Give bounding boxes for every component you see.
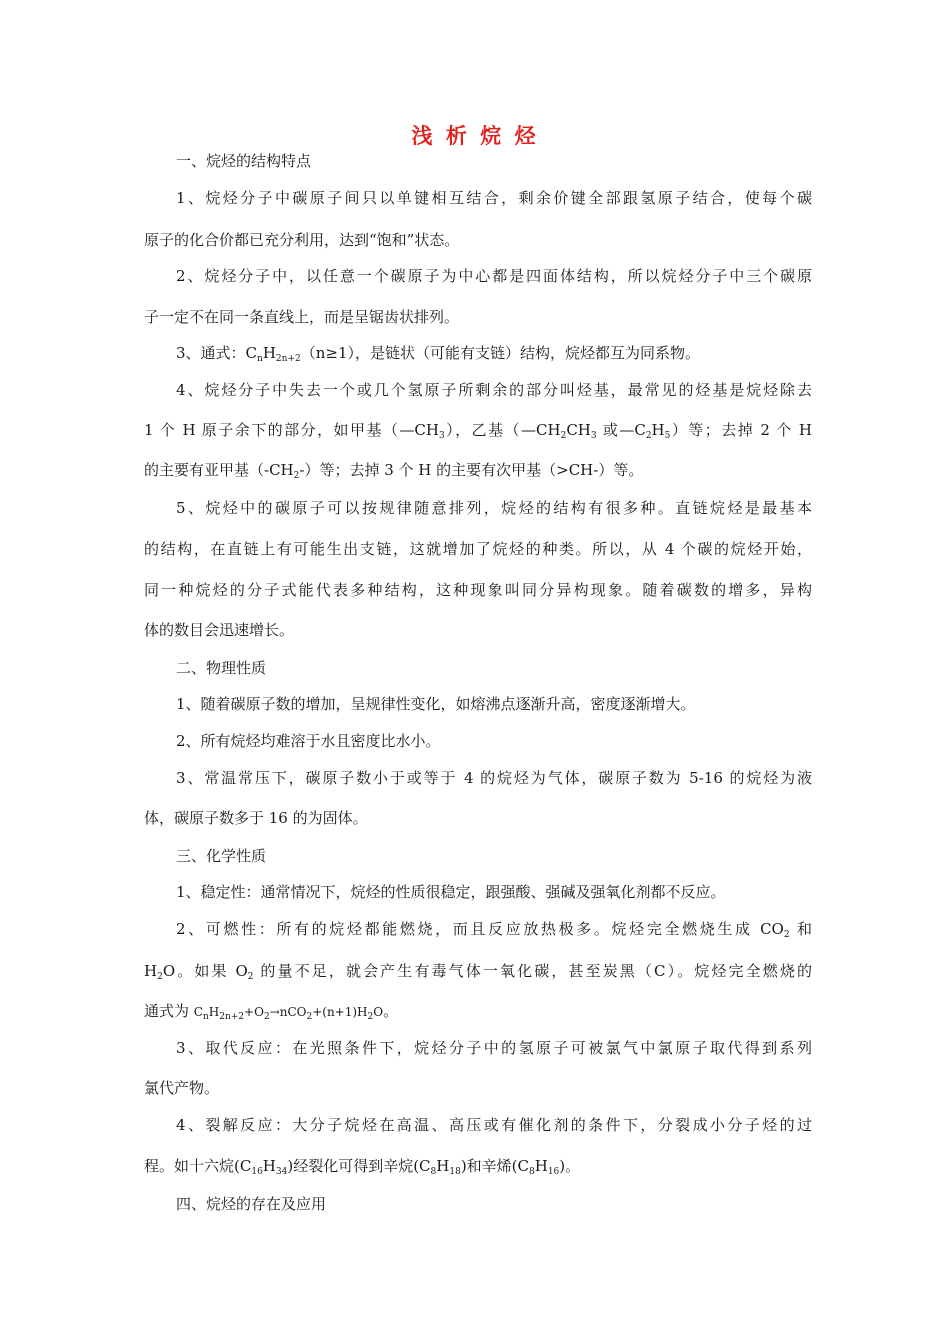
- paragraph-line: 1、随着碳原子数的增加，呈规律性变化，如熔沸点逐渐升高，密度逐渐增大。: [176, 695, 696, 713]
- subscript: 2: [247, 972, 254, 982]
- paragraph-general-formula: [176, 343, 812, 363]
- subscript: n: [202, 1012, 209, 1022]
- section-heading-structure: 一、烷烃的结构特点: [176, 152, 312, 170]
- subscript: 8: [529, 1167, 535, 1177]
- formula-text: H: [208, 1005, 220, 1019]
- text: 程。如十六烷(C: [144, 1157, 252, 1175]
- paragraph-line: 体的数目会迅速增长。: [144, 621, 295, 639]
- subscript: 3: [438, 431, 445, 441]
- subscript: 2: [306, 1012, 313, 1022]
- formula-text: +O: [244, 1005, 264, 1019]
- document-title: 浅 析 烷 烃: [411, 124, 539, 148]
- text: H: [534, 1157, 548, 1175]
- section-heading-chemical: 三、化学性质: [176, 847, 267, 865]
- text: H: [262, 344, 276, 362]
- formula-text: →nCO: [269, 1005, 307, 1019]
- formula-text: +(n+1)H: [312, 1005, 368, 1019]
- paragraph-line: 体，碳原子数多于 16 的为固体。: [144, 809, 368, 827]
- text: 1 个 H 原子余下的部分，如甲基（—CH: [144, 421, 439, 439]
- text: 通式为: [144, 1002, 194, 1020]
- text: H: [144, 962, 158, 980]
- subscript: 2: [560, 431, 567, 441]
- paragraph-line: 原子的化合价都已充分利用，达到“饱和”状态。: [144, 231, 460, 249]
- subscript: 34: [275, 1167, 288, 1177]
- text: H: [262, 1157, 276, 1175]
- paragraph-line: 1、烷烃分子中碳原子间只以单键相互结合，剩余价键全部跟氢原子结合，使每个碳: [176, 189, 812, 207]
- subscript: 2n+2: [219, 1012, 245, 1022]
- paragraph-line: 氯代产物。: [144, 1079, 220, 1097]
- text: 或—C: [596, 421, 646, 439]
- subscript: 18: [449, 1167, 461, 1177]
- paragraph-line: [176, 919, 812, 939]
- text: 的主要有亚甲基（-CH: [144, 461, 294, 479]
- subscript: 16: [251, 1167, 263, 1177]
- text: )和辛烯(C: [460, 1157, 529, 1175]
- subscript: 2: [367, 1012, 374, 1022]
- text: ），乙基（—CH: [444, 421, 561, 439]
- subscript: 2n+2: [275, 354, 301, 364]
- paragraph-line: 3、常温常压下，碳原子数小于或等于 4 的烷烃为气体，碳原子数为 5-16 的烷烃为液: [176, 769, 812, 787]
- paragraph-line: 子一定不在同一条直线上，而是呈锯齿状排列。: [144, 308, 460, 326]
- combustion-equation: [144, 1001, 812, 1022]
- text: )经裂化可得到辛烷(C: [287, 1157, 431, 1175]
- subscript: 5: [664, 431, 671, 441]
- text: 和: [789, 920, 812, 938]
- subscript: 2: [783, 930, 790, 940]
- paragraph-line: 4、烷烃分子中失去一个或几个氢原子所剩余的部分叫烃基，最常见的烃基是烷烃除去: [176, 381, 812, 399]
- subscript: n: [257, 354, 263, 364]
- text: 。: [383, 1002, 399, 1020]
- paragraph-line: 2、烷烃分子中，以任意一个碳原子为中心都是四面体结构，所以烷烃分子中三个碳原: [176, 267, 812, 285]
- subscript: 2: [157, 972, 163, 982]
- paragraph-line: [144, 961, 812, 981]
- text: O。如果 O: [162, 962, 248, 980]
- text: -）等；去掉 3 个 H 的主要有次甲基（>CH-）等。: [299, 461, 644, 479]
- paragraph-line: 2、所有烷烃均难溶于水且密度比水小。: [176, 732, 441, 750]
- paragraph-line: [144, 420, 812, 440]
- paragraph-line: 的结构，在直链上有可能生出支链，这就增加了烷烃的种类。所以，从 4 个碳的烷烃开始，: [144, 540, 812, 558]
- text: 3、通式：C: [176, 344, 258, 362]
- text: ）等；去掉 2 个 H: [670, 421, 812, 439]
- text: 的量不足，就会产生有毒气体一氧化碳，甚至炭黑（C）。烷烃完全燃烧的: [253, 962, 812, 980]
- paragraph-line: 5、烷烃中的碳原子可以按规律随意排列，烷烃的结构有很多种。直链烷烃是最基本: [176, 499, 812, 517]
- subscript: 16: [547, 1167, 560, 1177]
- formula-text: C: [193, 1005, 203, 1019]
- text: H: [436, 1157, 450, 1175]
- text: CH: [566, 421, 591, 439]
- paragraph-line: [144, 460, 812, 480]
- paragraph-line: 4、裂解反应：大分子烷烃在高温、高压或有催化剂的条件下，分裂成小分子烃的过: [176, 1116, 812, 1134]
- text: （n≥1），是链状（可能有支链）结构，烷烃都互为同系物。: [300, 344, 700, 362]
- section-heading-physical: 二、物理性质: [176, 659, 267, 677]
- paragraph-line: 同一种烷烃的分子式能代表多种结构，这种现象叫同分异构现象。随着碳数的增多，异构: [144, 581, 812, 599]
- paragraph-line: 1、稳定性：通常情况下，烷烃的性质很稳定，跟强酸、强碱及强氧化剂都不反应。: [176, 883, 726, 901]
- text: H: [651, 421, 665, 439]
- section-heading-occurrence: 四、烷烃的存在及应用: [176, 1195, 327, 1213]
- formula-text: O: [373, 1005, 384, 1019]
- subscript: 2: [293, 471, 300, 481]
- subscript: 2: [263, 1012, 270, 1022]
- text: )。: [559, 1157, 581, 1175]
- paragraph-line: [144, 1156, 812, 1176]
- subscript: 2: [645, 431, 652, 441]
- subscript: 3: [590, 431, 597, 441]
- paragraph-line: 3、取代反应：在光照条件下，烷烃分子中的氢原子可被氯气中氯原子取代得到系列: [176, 1039, 812, 1057]
- subscript: 8: [430, 1167, 437, 1177]
- text: 2、可燃性：所有的烷烃都能燃烧，而且反应放热极多。烷烃完全燃烧生成 CO: [176, 920, 784, 938]
